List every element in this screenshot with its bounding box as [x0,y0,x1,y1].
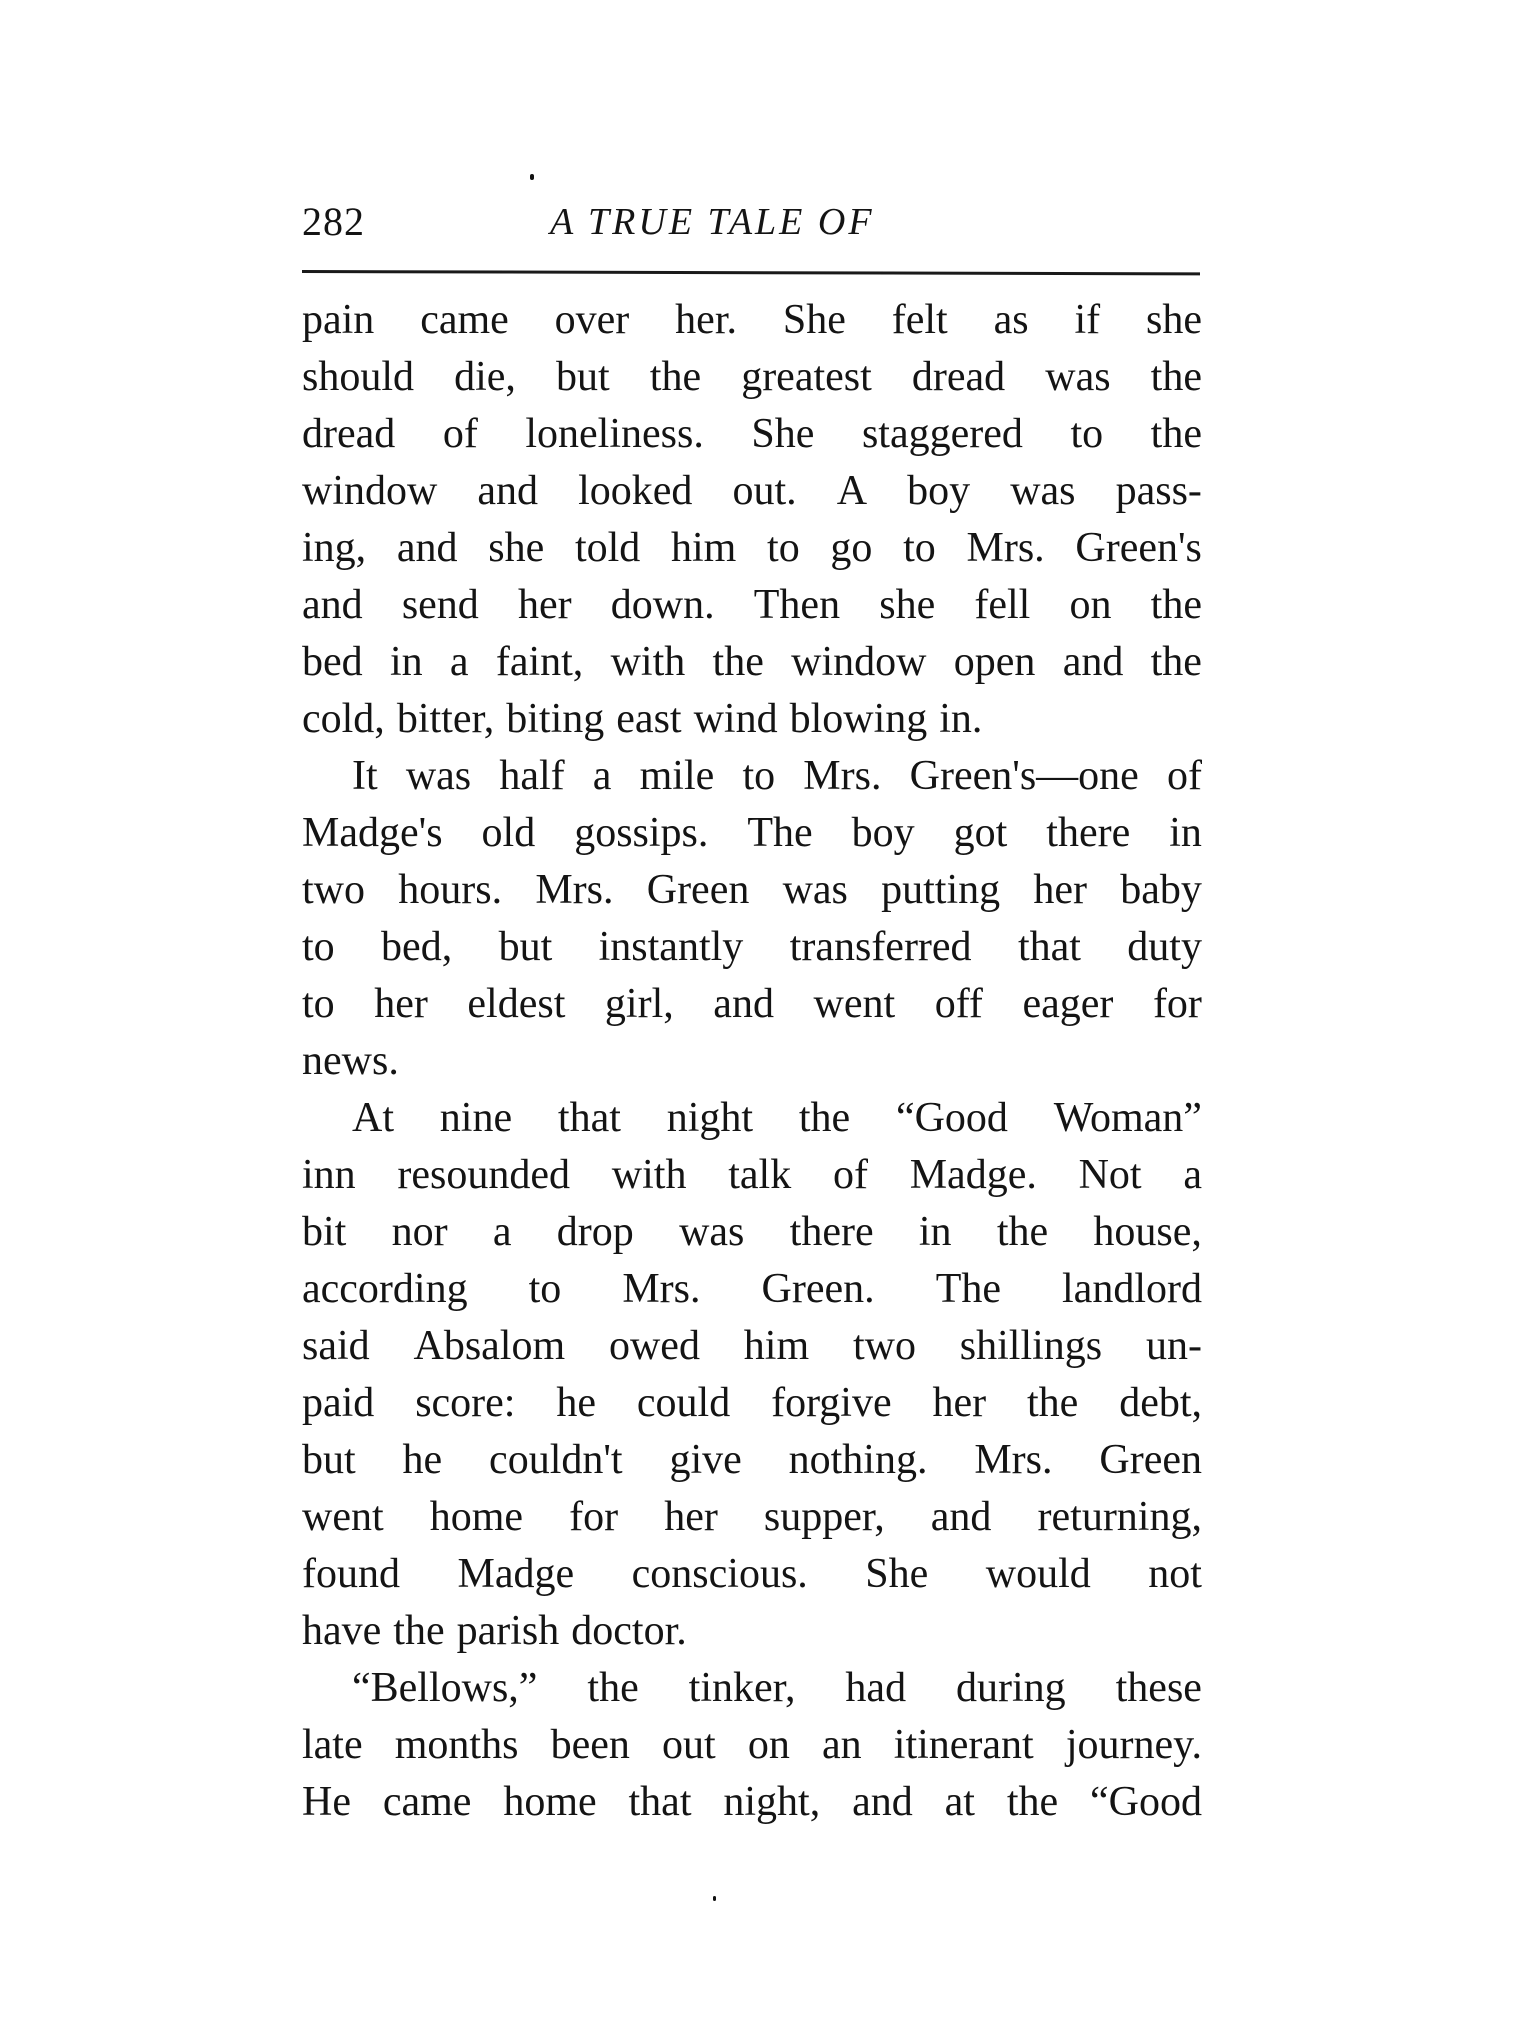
word: but [556,354,610,400]
word: the [1006,1779,1059,1825]
word: night [666,1095,754,1141]
word: At [352,1095,394,1141]
word: Green's [1075,525,1202,571]
word: for [1152,981,1202,1027]
word: been [550,1722,630,1768]
text-line [302,1090,1202,1147]
word: dread [911,354,1006,400]
word: her [1033,867,1088,913]
word: to [903,525,936,571]
header-rule [302,270,1200,275]
word: open [953,639,1036,685]
word: He [302,1779,351,1825]
word: of [832,1152,868,1198]
word: The [747,810,813,856]
word: Green [646,867,750,913]
word: she [488,525,545,571]
text-line [302,1489,1202,1546]
text-line [302,463,1202,520]
word: the [393,1608,445,1654]
text-line [302,1147,1202,1204]
word: bed [302,639,363,685]
word: to [742,753,776,799]
word: “Bellows,” [352,1665,538,1711]
word: half [499,753,565,799]
text-line [302,862,1202,919]
word: out. [732,468,797,514]
word: and [396,525,458,571]
word: off [934,981,983,1027]
word: the [1150,582,1202,628]
word: staggered [861,411,1023,457]
word: to [302,924,335,970]
word: should [302,354,415,400]
text-line [302,292,1202,349]
word: boy [907,468,971,514]
word: parish [456,1608,560,1654]
word: late [302,1722,363,1768]
word: drop [556,1209,634,1255]
word: night, [723,1779,821,1825]
running-head [300,192,1200,252]
word: he [402,1437,443,1483]
word: Woman” [1053,1095,1202,1141]
word: to [767,525,800,571]
word: was [782,867,848,913]
word: she [1145,297,1202,343]
word: inn [302,1152,356,1198]
text-line [302,1660,1202,1717]
word: blowing [789,696,928,742]
word: came [420,297,509,343]
word: there [789,1209,874,1255]
word: the [1027,1380,1079,1426]
ink-speck [530,174,534,180]
word: fell [974,582,1031,628]
page-number: 282 [302,199,365,244]
word: ing, [302,525,367,571]
word: news. [302,1038,399,1084]
word: could [636,1380,731,1426]
word: old [481,810,536,856]
word: and [1062,639,1124,685]
word: faint, [495,639,584,685]
word: girl, [604,981,674,1027]
word: bit [302,1209,347,1255]
word: pain [302,297,375,343]
word: a [492,1209,512,1255]
text-line [302,1261,1202,1318]
word: Green [1099,1437,1202,1483]
word: It [352,753,378,799]
word: was [679,1209,745,1255]
word: mile [639,753,715,799]
word: the [1150,354,1202,400]
text-line [302,748,1202,805]
text-line [302,349,1202,406]
word: “Good [895,1095,1008,1141]
word: resounded [397,1152,571,1198]
text-line [302,1603,1202,1660]
word: that [628,1779,692,1825]
word: the [1150,639,1202,685]
word: went [813,981,896,1027]
word: two [852,1323,916,1369]
word: the [1150,411,1202,457]
text-line [302,919,1202,976]
word: said [302,1323,370,1369]
word: bed, [381,924,453,970]
word: a [1183,1152,1202,1198]
word: if [1074,297,1101,343]
word: not [1148,1551,1202,1597]
word: Mrs. [966,525,1045,571]
word: cold, [302,696,385,742]
text-line [302,520,1202,577]
word: couldn't [489,1437,623,1483]
word: down. [610,582,715,628]
word: came [382,1779,472,1825]
word: pass- [1115,468,1202,514]
word: nothing. [788,1437,928,1483]
word: to [302,981,335,1027]
word: a [592,753,612,799]
word: according [302,1266,468,1312]
word: a [449,639,469,685]
word: at [944,1779,975,1825]
word: biting [506,696,605,742]
word: returning, [1037,1494,1202,1540]
text-line [302,691,1202,748]
word: window [791,639,927,685]
word: nor [391,1209,448,1255]
word: shillings [959,1323,1103,1369]
word: her [517,582,572,628]
word: to [1070,411,1104,457]
word: Green. [761,1266,875,1312]
word: Not [1078,1152,1142,1198]
ink-speck [713,1896,716,1901]
body-text [302,292,1202,1831]
text-line [302,634,1202,691]
word: during [956,1665,1066,1711]
word: and [852,1779,913,1825]
word: was [1010,468,1076,514]
word: was [1045,354,1111,400]
word: these [1115,1665,1202,1711]
word: she [879,582,936,628]
word: Madge's [302,810,443,856]
word: had [845,1665,907,1711]
word: and [477,468,539,514]
word: and [302,582,363,628]
word: conscious. [631,1551,808,1597]
word: eager [1022,981,1114,1027]
word: there [1046,810,1131,856]
word: boy [851,810,915,856]
word: She [782,297,846,343]
word: to [528,1266,562,1312]
word: that [1017,924,1081,970]
text-line [302,1774,1202,1831]
word: supper, [763,1494,885,1540]
word: give [669,1437,742,1483]
word: out [662,1722,716,1768]
word: talk [728,1152,792,1198]
word: baby [1120,867,1202,913]
word: months [394,1722,519,1768]
word: Mrs. [535,867,614,913]
word: owed [608,1323,700,1369]
word: die, [454,354,516,400]
word: Madge. [909,1152,1037,1198]
word: paid [302,1380,375,1426]
word: Madge [457,1551,575,1597]
word: on [1069,582,1112,628]
word: bitter, [396,696,495,742]
word: hours. [398,867,503,913]
word: as [993,297,1029,343]
word: tinker, [688,1665,796,1711]
word: instantly [598,924,744,970]
word: would [985,1551,1091,1597]
word: the [996,1209,1049,1255]
word: journey. [1065,1722,1202,1768]
word: landlord [1062,1266,1202,1312]
word: east [616,696,682,742]
word: window [302,468,438,514]
word: but [498,924,553,970]
word: her. [675,297,737,343]
word: he [556,1380,597,1426]
word: nine [439,1095,513,1141]
word: the [649,354,702,400]
text-line [302,976,1202,1033]
word: have [302,1608,382,1654]
word: “Good [1090,1779,1202,1825]
word: her [664,1494,718,1540]
word: of [1166,753,1202,799]
running-title: A TRUE TALE OF [550,201,875,243]
word: in [389,639,423,685]
text-line [302,1717,1202,1774]
word: A [836,468,868,514]
word: and [713,981,774,1027]
word: send [401,582,479,628]
word: for [569,1494,619,1540]
word: wind [693,696,778,742]
word: home [503,1779,597,1825]
word: looked [578,468,693,514]
text-line [302,1432,1202,1489]
word: in. [939,696,983,742]
word: was [405,753,472,799]
word: over [554,297,630,343]
word: Then [753,582,841,628]
word: got [953,810,1008,856]
text-line [302,1033,1202,1090]
word: her [932,1380,987,1426]
word: with [611,1152,687,1198]
word: her [374,981,428,1027]
word: Mrs. [622,1266,701,1312]
word: two [302,867,365,913]
word: She [865,1551,929,1597]
word: that [557,1095,621,1141]
word: an [821,1722,862,1768]
word: on [747,1722,790,1768]
word: but [302,1437,356,1483]
word: dread [302,411,396,457]
word: of [442,411,478,457]
text-line [302,1375,1202,1432]
text-line [302,1546,1202,1603]
word: greatest [741,354,872,400]
word: in [1169,810,1202,856]
word: putting [881,867,1001,913]
word: felt [891,297,948,343]
word: the [587,1665,639,1711]
word: house, [1093,1209,1202,1255]
word: the [712,639,764,685]
word: Green's—one [909,753,1139,799]
text-line [302,1318,1202,1375]
text-line [302,805,1202,862]
word: went [302,1494,384,1540]
word: Mrs. [803,753,882,799]
text-line [302,1204,1202,1261]
word: eldest [467,981,566,1027]
word: go [830,525,873,571]
word: forgive [771,1380,892,1426]
word: home [429,1494,524,1540]
word: duty [1127,924,1202,970]
word: itinerant [893,1722,1034,1768]
word: doctor. [571,1608,687,1654]
word: loneliness. [525,411,704,457]
word: in [918,1209,952,1255]
word: him [743,1323,810,1369]
word: She [751,411,815,457]
word: Absalom [413,1323,566,1369]
word: and [930,1494,992,1540]
word: score: [415,1380,516,1426]
word: un- [1145,1323,1202,1369]
text-line [302,577,1202,634]
word: transferred [789,924,972,970]
word: found [302,1551,400,1597]
word: gossips. [574,810,709,856]
word: debt, [1119,1380,1202,1426]
word: Mrs. [974,1437,1053,1483]
word: the [798,1095,851,1141]
text-line [302,406,1202,463]
word: told [574,525,641,571]
word: him [670,525,737,571]
word: with [610,639,686,685]
word: The [935,1266,1001,1312]
